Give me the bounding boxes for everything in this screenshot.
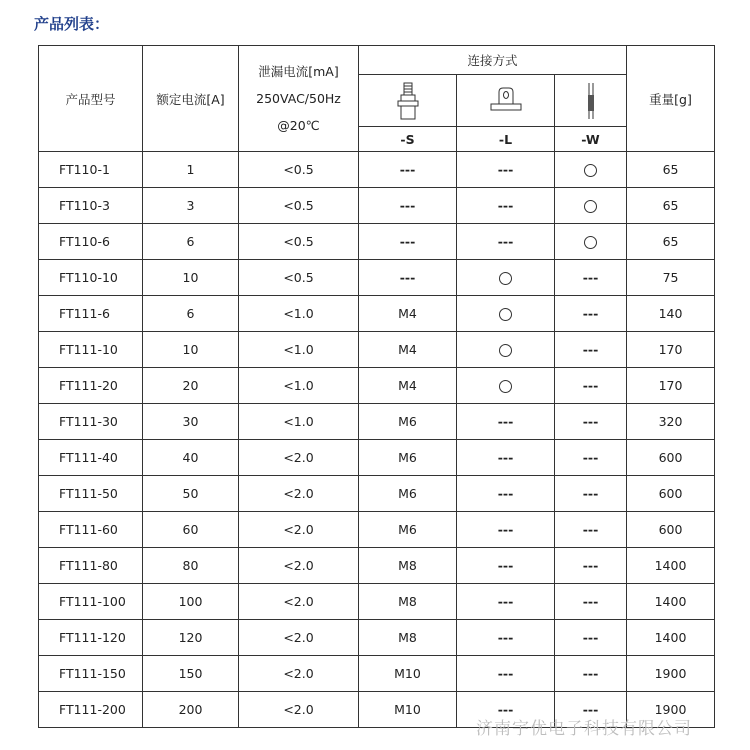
cell-conn-s: --- [359,260,457,296]
cell-conn-w: --- [555,656,627,692]
cell-leakage: <1.0 [239,296,359,332]
cell-conn-l: --- [457,476,555,512]
cell-conn-s: M10 [359,692,457,728]
cell-rated-current: 40 [143,440,239,476]
cell-model: FT111-50 [39,476,143,512]
header-leakage-line1: 泄漏电流[mA] [258,64,339,79]
cell-leakage: <2.0 [239,548,359,584]
cell-conn-w: --- [555,368,627,404]
cell-model: FT111-6 [39,296,143,332]
wire-lead-icon [555,75,627,127]
cell-rated-current: 50 [143,476,239,512]
cell-conn-s: M6 [359,476,457,512]
cell-conn-l [457,332,555,368]
cell-weight: 1400 [627,548,715,584]
table-row [39,656,715,692]
circle-mark [499,308,512,321]
cell-conn-l: --- [457,584,555,620]
cell-weight: 65 [627,188,715,224]
header-connection: 连接方式 [359,46,627,75]
cell-conn-s: --- [359,152,457,188]
table-row [39,620,715,656]
cell-weight: 600 [627,440,715,476]
cell-model: FT110-1 [39,152,143,188]
cell-rated-current: 10 [143,332,239,368]
cell-weight: 1400 [627,620,715,656]
cell-weight: 65 [627,152,715,188]
cell-model: FT110-6 [39,224,143,260]
cell-model: FT111-120 [39,620,143,656]
cell-weight: 170 [627,332,715,368]
table-row [39,440,715,476]
cell-conn-s: M6 [359,512,457,548]
cell-model: FT111-200 [39,692,143,728]
cell-conn-l: --- [457,548,555,584]
cell-conn-s: M10 [359,656,457,692]
cell-conn-w: --- [555,296,627,332]
cell-conn-w: --- [555,404,627,440]
cell-leakage: <2.0 [239,656,359,692]
cell-conn-s: --- [359,188,457,224]
cell-leakage: <0.5 [239,224,359,260]
cell-conn-l: --- [457,656,555,692]
cell-conn-w: --- [555,620,627,656]
cell-leakage: <2.0 [239,692,359,728]
cell-conn-s: M6 [359,404,457,440]
cell-model: FT110-10 [39,260,143,296]
cell-conn-s: M4 [359,332,457,368]
cell-conn-w: --- [555,512,627,548]
cell-conn-s: M6 [359,440,457,476]
cell-conn-l: --- [457,224,555,260]
header-leakage-line2: 250VAC/50Hz [256,91,341,106]
cell-rated-current: 1 [143,152,239,188]
circle-mark [584,236,597,249]
table-row [39,548,715,584]
cell-rated-current: 200 [143,692,239,728]
cell-weight: 1900 [627,656,715,692]
cell-weight: 1400 [627,584,715,620]
table-row [39,512,715,548]
cell-rated-current: 6 [143,224,239,260]
cell-weight: 600 [627,476,715,512]
cell-leakage: <2.0 [239,620,359,656]
header-rated-current: 额定电流[A] [143,46,239,152]
cell-conn-l [457,368,555,404]
table-row [39,224,715,260]
section-title: 产品列表： [34,15,110,33]
cell-weight: 75 [627,260,715,296]
cell-conn-l [457,260,555,296]
cell-model: FT110-3 [39,188,143,224]
table-row [39,296,715,332]
cell-rated-current: 30 [143,404,239,440]
header-leakage-current [239,46,359,152]
stud-terminal-icon [359,75,457,127]
cell-conn-w: --- [555,260,627,296]
table-row [39,368,715,404]
cell-conn-w: --- [555,440,627,476]
table-row [39,584,715,620]
table-row [39,476,715,512]
cell-leakage: <0.5 [239,188,359,224]
cell-model: FT111-80 [39,548,143,584]
header-conn-s: -S [359,127,457,152]
product-table [38,45,715,728]
cell-weight: 65 [627,224,715,260]
cell-model: FT111-30 [39,404,143,440]
cell-conn-l: --- [457,620,555,656]
cell-conn-s: M4 [359,296,457,332]
cell-model: FT111-20 [39,368,143,404]
cell-conn-w [555,152,627,188]
cell-model: FT111-100 [39,584,143,620]
cell-conn-w: --- [555,548,627,584]
cell-rated-current: 150 [143,656,239,692]
cell-conn-w: --- [555,332,627,368]
cell-conn-w [555,224,627,260]
circle-mark [499,344,512,357]
cell-conn-s: --- [359,224,457,260]
cell-conn-l [457,296,555,332]
cell-conn-l: --- [457,404,555,440]
cell-conn-l: --- [457,152,555,188]
cell-rated-current: 3 [143,188,239,224]
circle-mark [499,380,512,393]
cell-weight: 1900 [627,692,715,728]
cell-conn-s: M8 [359,620,457,656]
cell-rated-current: 10 [143,260,239,296]
header-conn-w: -W [555,127,627,152]
header-model: 产品型号 [39,46,143,152]
cell-conn-w [555,188,627,224]
header-weight: 重量[g] [627,46,715,152]
company-watermark: 济南宇优电子科技有限公司 [476,719,692,739]
cell-leakage: <2.0 [239,584,359,620]
circle-mark [584,200,597,213]
cell-conn-s: M8 [359,584,457,620]
cell-conn-s: M4 [359,368,457,404]
cell-leakage: <0.5 [239,152,359,188]
cell-weight: 320 [627,404,715,440]
cell-model: FT111-40 [39,440,143,476]
table-row [39,332,715,368]
cell-rated-current: 60 [143,512,239,548]
cell-rated-current: 80 [143,548,239,584]
cell-leakage: <2.0 [239,440,359,476]
cell-weight: 600 [627,512,715,548]
cell-conn-l: --- [457,692,555,728]
table-row [39,404,715,440]
cell-leakage: <1.0 [239,404,359,440]
cell-weight: 140 [627,296,715,332]
cell-model: FT111-60 [39,512,143,548]
header-conn-l: -L [457,127,555,152]
cell-rated-current: 100 [143,584,239,620]
cell-conn-w: --- [555,584,627,620]
cell-conn-l: --- [457,188,555,224]
cell-rated-current: 120 [143,620,239,656]
cell-leakage: <1.0 [239,332,359,368]
cell-model: FT111-10 [39,332,143,368]
cell-model: FT111-150 [39,656,143,692]
circle-mark [499,272,512,285]
cell-conn-l: --- [457,512,555,548]
cell-leakage: <0.5 [239,260,359,296]
circle-mark [584,164,597,177]
cell-rated-current: 20 [143,368,239,404]
cell-leakage: <2.0 [239,512,359,548]
cell-conn-s: M8 [359,548,457,584]
header-leakage-line3: @20℃ [277,118,320,133]
cell-conn-w: --- [555,692,627,728]
cell-leakage: <1.0 [239,368,359,404]
cell-rated-current: 6 [143,296,239,332]
lug-terminal-icon [457,75,555,127]
cell-weight: 170 [627,368,715,404]
cell-leakage: <2.0 [239,476,359,512]
table-row [39,260,715,296]
cell-conn-w: --- [555,476,627,512]
cell-conn-l: --- [457,440,555,476]
table-row [39,188,715,224]
table-row [39,152,715,188]
